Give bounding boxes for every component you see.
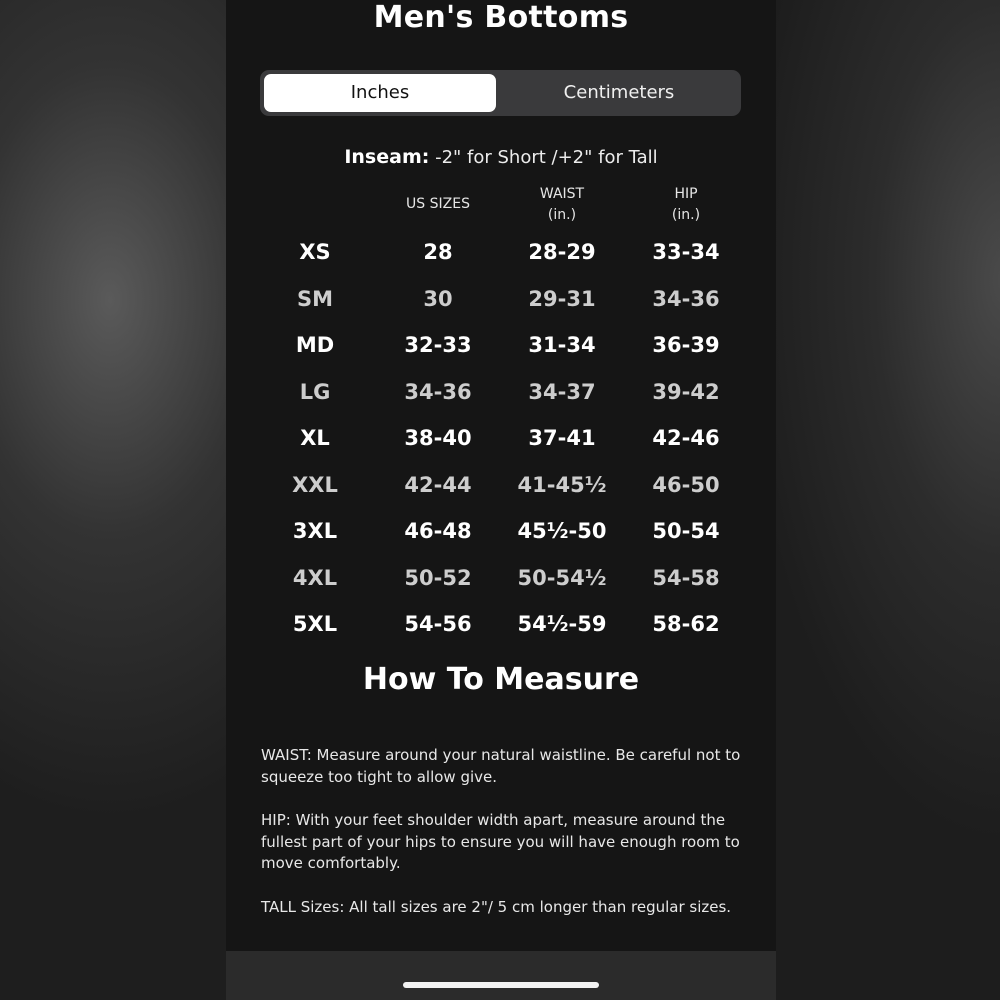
us-size-cell: 50-52 [404,566,472,590]
hip-instructions: HIP: With your feet shoulder width apart, measure around the fullest part of your hips to ensure you will have enough room to move comfortably. [261,811,740,872]
size-cell: SM [296,287,334,311]
us-size-cell: 54-56 [404,612,472,636]
hip-cell: 39-42 [652,380,720,404]
hip-cell: 54-58 [652,566,720,590]
us-size-cell: 34-36 [404,380,472,404]
waist-cell: 50-54½ [517,566,607,590]
home-indicator[interactable] [403,982,599,988]
waist-cell: 34-37 [528,380,596,404]
size-cell: LG [299,380,331,404]
phone-screen [226,0,776,1000]
units-segmented-control [260,70,741,116]
size-cell: XS [299,240,331,264]
hip-cell: 34-36 [652,287,720,311]
header-waist [492,184,632,226]
hip-cell: 33-34 [652,240,720,264]
inseam-text: -2" for Short /+2" for Tall [435,147,658,168]
waist-cell: 54½-59 [517,612,607,636]
us-size-cell: 30 [423,287,453,311]
waist-cell: 28-29 [528,240,596,264]
bottom-bar [226,951,776,1000]
waist-instructions: WAIST: Measure around your natural waistline. Be careful not to squeeze too tight to allow give. [261,746,741,786]
size-cell: 4XL [292,566,338,590]
hip-cell: 50-54 [652,519,720,543]
size-cell: 5XL [292,612,338,636]
inseam-label: Inseam: [344,146,430,168]
us-size-cell: 42-44 [404,473,472,497]
waist-cell: 37-41 [528,426,596,450]
how-to-measure-heading: How To Measure [362,662,640,697]
hip-cell: 58-62 [652,612,720,636]
size-cell: MD [295,333,335,357]
hip-cell: 36-39 [652,333,720,357]
size-cell: XXL [292,473,338,497]
header-hip-label: HIP [674,186,698,202]
header-hip-unit: (in.) [671,207,701,223]
waist-cell: 45½-50 [517,519,607,543]
us-size-cell: 46-48 [404,519,472,543]
size-cell: XL [300,426,330,450]
waist-cell: 29-31 [528,287,596,311]
header-us-sizes: US SIZES [406,196,470,212]
size-cell: 3XL [292,519,338,543]
header-hip [616,184,756,226]
page-title: Men's Bottoms [373,0,629,35]
hip-cell: 46-50 [652,473,720,497]
us-size-cell: 32-33 [404,333,472,357]
waist-cell: 31-34 [528,333,596,357]
hip-cell: 42-46 [652,426,720,450]
centimeters-tab[interactable]: Centimeters [563,82,675,103]
tall-sizes-note: TALL Sizes: All tall sizes are 2"/ 5 cm longer than regular sizes. [261,898,732,916]
header-waist-label: WAIST [539,186,585,202]
us-size-cell: 28 [423,240,453,264]
header-waist-unit: (in.) [547,207,577,223]
waist-cell: 41-45½ [517,473,607,497]
inseam-note [226,144,776,171]
inches-tab[interactable]: Inches [264,74,496,112]
us-size-cell: 38-40 [404,426,472,450]
